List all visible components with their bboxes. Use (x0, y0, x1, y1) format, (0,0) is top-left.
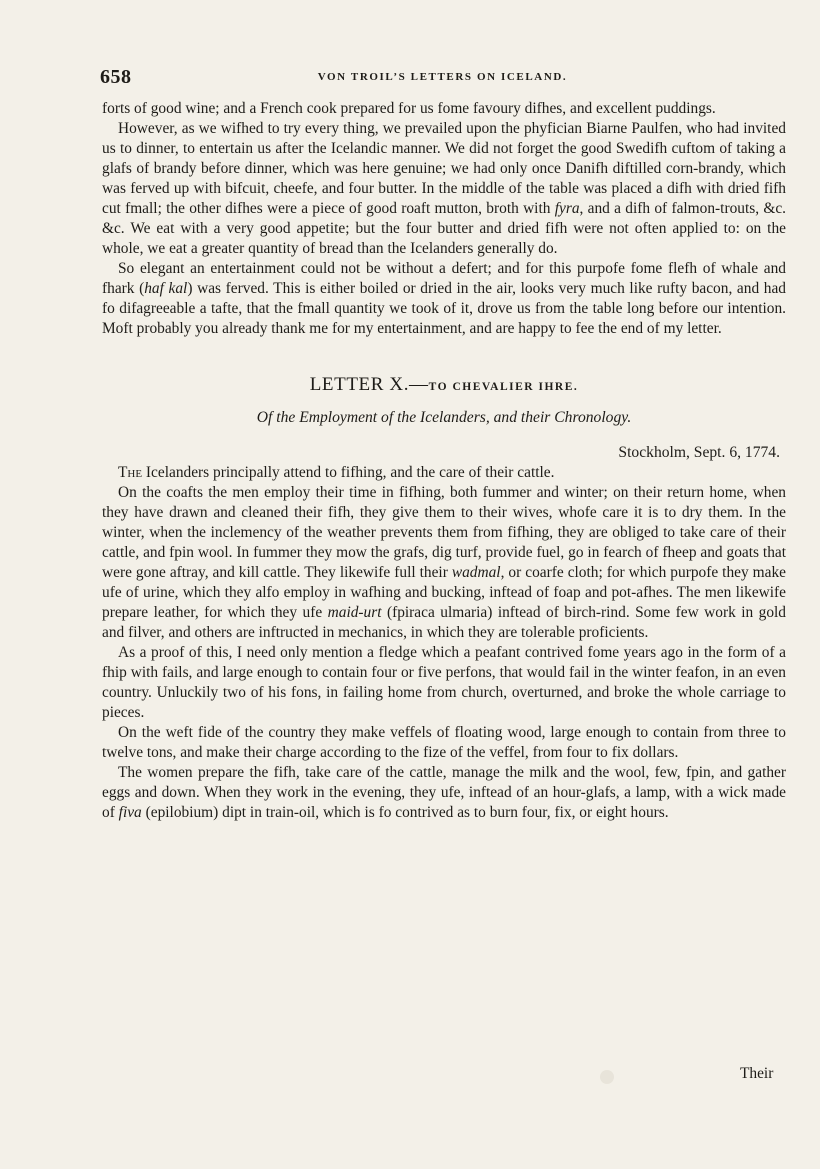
paragraph-text: (fpiraca ulmaria) inftead of birch-rind. Some few work in gold and filver, and others are inftructed in mechanics, in which they are tolerable proficients. (102, 604, 786, 641)
italic-term: haf kal (144, 280, 188, 297)
italic-term: maid-urt (327, 604, 382, 621)
italic-term: fiva (118, 804, 142, 821)
dateline: Stockholm, Sept. 6, 1774. (618, 444, 780, 461)
paragraph (102, 763, 786, 823)
letter-title: LETTER X. (309, 374, 410, 395)
letter-recipient: TO CHEVALIER IHRE. (428, 381, 579, 393)
paragraph (102, 119, 786, 259)
paragraph-text: However, as we wifhed to try every thing, we prevailed upon the phyfician Biarne Paulfen, who had invited us to dinner, to entertain us after the Icelandic manner. We did not forget the good Swedifh cuftom of taking a glafs of brandy before dinner, which was here genuine; we had only once Danifh diftilled corn-brandy, which was ferved up with bifcuit, cheefe, and four butter. In the middle of the table was placed a difh with dried fifh cut fmall; the other difhes were a piece of good roaft mutton, broth with (102, 120, 786, 217)
page-header (100, 66, 785, 90)
paragraph (102, 99, 786, 119)
body-text (102, 99, 786, 823)
paragraph (102, 259, 786, 339)
paragraph-text: On the coafts the men employ their time in fifhing, both fummer and winter; on their return home, when they have drawn and cleaned their fifh, they give them to their wives, whofe care it is to dry them. In the winter, when the inclemency of the weather prevents them from fifhing, they are obliged to take care of their cattle, and fpin wool. In fummer they mow the grafs, dig turf, provide fuel, go in fearch of fheep and goats that were gone aftray, and kill cattle. They likewife full their (102, 484, 786, 581)
paragraph (102, 643, 786, 723)
paragraph-text: Icelanders principally attend to fifhing, and the care of their cattle. (142, 464, 555, 481)
paragraph-text: As a proof of this, I need only mention a fledge which a peafant contrived fome years ago in the form of a fhip with fails, and large enough to contain four or five perfons, that would fail in the winter feafon, in an even country. Unluckily two of his fons, in failing home from church, overturned, and broke the whole carriage to pieces. (102, 644, 786, 721)
paragraph-text: The women prepare the fifh, take care of the cattle, manage the milk and the wool, few, fpin, and gather eggs and down. When they work in the evening, they ufe, inftead of an hour-glafs, a lamp, with a wick made of (102, 764, 786, 821)
heading-dash: — (409, 374, 429, 395)
running-head: VON TROIL’S LETTERS ON ICELAND. (317, 71, 568, 83)
letter-subtitle: Of the Employment of the Icelanders, and their Chronology. (256, 409, 632, 426)
paragraph-text: On the weft fide of the country they make veffels of floating wood, large enough to contain from three to twelve tons, and make their charge according to the fize of the veffel, from four to fix dollars. (102, 724, 786, 761)
paragraph-text: ) was ferved. This is either boiled or dried in the air, looks very much like rufty bacon, and had fo difagreeable a tafte, that the fmall quantity we took of it, drove us from the table long before our intention. Moft probably you already thank me for my entertainment, and are happy to fee the end of my letter. (102, 280, 786, 337)
page-number: 658 (100, 66, 132, 88)
italic-term: fyra (554, 200, 580, 217)
paragraph (102, 483, 786, 643)
italic-term: wadmal (451, 564, 501, 581)
paragraph-text: forts of good wine; and a French cook prepared for us fome favoury difhes, and excellent puddings. (102, 100, 716, 117)
catchword: Their (740, 1065, 774, 1082)
paragraph (102, 463, 786, 483)
lead-word: The (118, 464, 143, 481)
paragraph-text: (epilobium) dipt in train-oil, which is fo contrived as to burn four, fix, or eight hours. (141, 804, 669, 821)
paragraph-text: So elegant an entertainment could not be without a defert; and for this purpofe fome flefh of whale and fhark ( (102, 260, 786, 297)
paragraph (102, 723, 786, 763)
paragraph-text: , and a difh of falmon-trouts, &c. &c. We eat with a very good appetite; but the four butter and dried fifh were not often applied to: on the whole, we eat a greater quantity of bread than the Icelanders generally do. (102, 200, 786, 257)
paragraph-text: , or coarfe cloth; for which purpofe they make ufe of urine, which they alfo employ in wafhing and bucking, inftead of foap and pot-afhes. The men likewife prepare leather, for which they ufe (102, 564, 786, 621)
letter-heading (102, 373, 786, 399)
paper-mark (600, 1070, 614, 1084)
